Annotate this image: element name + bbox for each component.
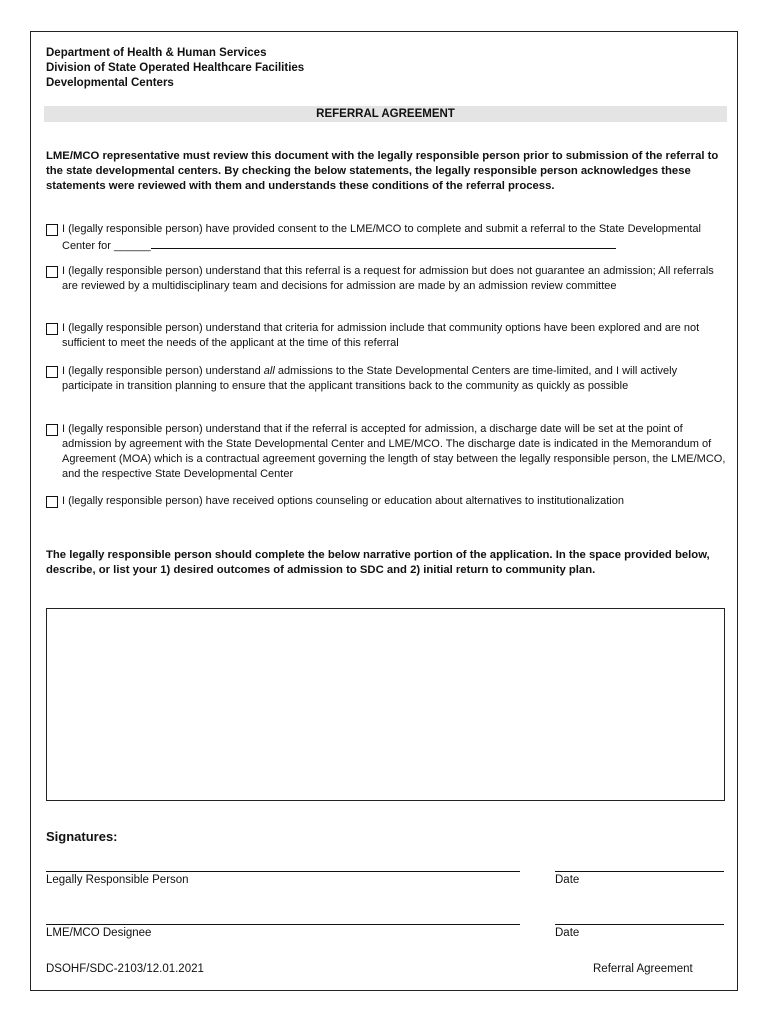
narrative-instructions: The legally responsible person should complete the below narrative portion of the application. In the space provided below, describe, or list your 1) desired outcomes of admission to SDC and 2) initial return to community plan. (46, 549, 710, 576)
designee-date-field[interactable] (555, 923, 724, 925)
statement-criteria-text: I (legally responsible person) understand that criteria for admission include that community options have been explored and are not sufficient to meet the needs of the applicant at the time of this referral (62, 322, 700, 349)
designee-date-label: Date (555, 927, 580, 939)
statement-no-guarantee-text: I (legally responsible person) understand that this referral is a request for admission but does not guarantee an admission; All referrals are reviewed by a multidisciplinary team and decisions for admission are made by an admission review committee (62, 265, 714, 292)
form-id: DSOHF/SDC-2103/12.01.2021 (46, 963, 204, 975)
statement-options-counseling (46, 494, 726, 509)
statement-consent (46, 222, 726, 254)
person-date-field[interactable] (555, 870, 724, 872)
signatures-heading: Signatures: (46, 829, 118, 844)
checkbox-no-guarantee[interactable] (46, 266, 58, 278)
person-signature-field[interactable] (46, 870, 520, 872)
form-title: REFERRAL AGREEMENT (44, 106, 727, 122)
narrative-text-area[interactable] (46, 608, 725, 801)
statement-options-counseling-text: I (legally responsible person) have received options counseling or education about alternatives to institutionalization (62, 495, 624, 507)
checkbox-consent[interactable] (46, 224, 58, 236)
developmental-center-field[interactable] (151, 237, 616, 249)
statement-time-limited (46, 364, 726, 394)
statement-discharge-date-text: I (legally responsible person) understand that if the referral is accepted for admission, a discharge date will be set at the point of admission by agreement with the State Developmental Center and LME/MCO. The discharge date is indicated in the Memorandum of Agreement (MOA) which is a contractual agreement governing the length of stay between the legally responsible person, the LME/MCO, and the respective State Developmental Center (62, 423, 726, 480)
centers-name: Developmental Centers (46, 77, 174, 89)
statement-discharge-date (46, 422, 726, 482)
intro-paragraph: LME/MCO representative must review this document with the legally responsible person prior to submission of the referral to the state developmental centers. By checking the below statements, the legally responsible person acknowledges these statements were reviewed with them and understands these conditions of the referral process. (46, 150, 719, 192)
statement-time-limited-text: I (legally responsible person) understand all admissions to the State Developmental Centers are time-limited, and I will actively participate in transition planning to ensure that the applicant transitions back to the community as quickly as possible (62, 365, 678, 392)
checkbox-options-counseling[interactable] (46, 496, 58, 508)
person-signature-label: Legally Responsible Person (46, 874, 189, 886)
statement-criteria (46, 321, 726, 351)
checkbox-discharge-date[interactable] (46, 424, 58, 436)
checkbox-time-limited[interactable] (46, 366, 58, 378)
designee-signature-field[interactable] (46, 923, 520, 925)
statement-consent-text: I (legally responsible person) have provided consent to the LME/MCO to complete and submit a referral to the State Developmental Center for ______ (62, 223, 701, 252)
designee-signature-label: LME/MCO Designee (46, 927, 152, 939)
department-name: Department of Health & Human Services (46, 47, 267, 59)
statement-no-guarantee (46, 264, 726, 294)
person-date-label: Date (555, 874, 580, 886)
form-page (30, 31, 738, 991)
form-name: Referral Agreement (593, 963, 693, 975)
division-name: Division of State Operated Healthcare Facilities (46, 62, 305, 74)
checkbox-criteria[interactable] (46, 323, 58, 335)
